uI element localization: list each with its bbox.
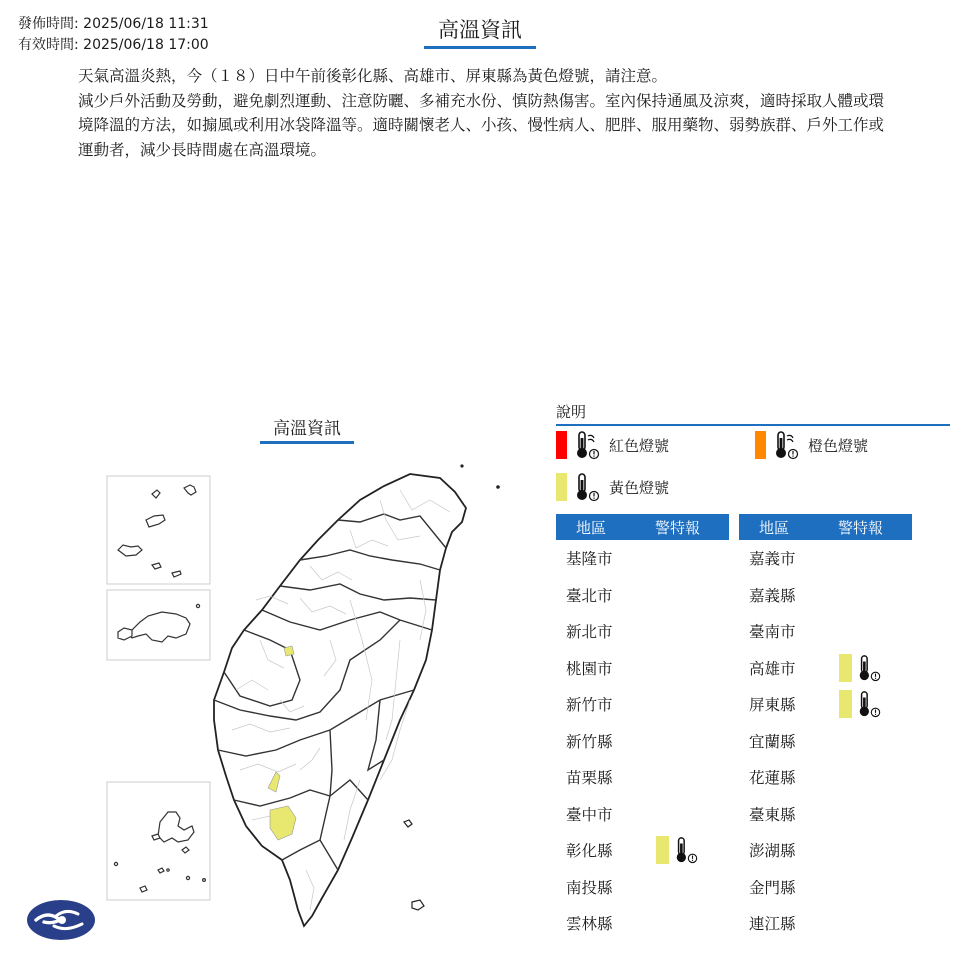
- region-name: 臺北市: [566, 586, 613, 605]
- region-name: 南投縣: [566, 878, 613, 897]
- table-row: [739, 577, 912, 614]
- thermometer-icon: [673, 836, 699, 864]
- red-swatch: [556, 431, 567, 459]
- region-name: 新北市: [566, 623, 613, 642]
- valid-time-line: [18, 35, 209, 56]
- table-row: [739, 686, 912, 723]
- col-warning: 警特報: [654, 518, 700, 537]
- region-name: 基隆市: [566, 550, 613, 569]
- region-name: 苗栗縣: [566, 769, 613, 788]
- region-name: 連江縣: [749, 915, 796, 934]
- region-name: 花蓮縣: [749, 769, 796, 788]
- region-name: 嘉義縣: [749, 586, 796, 605]
- region-name: 嘉義市: [749, 550, 796, 569]
- yellow-swatch: [656, 836, 669, 864]
- legend-label-red: 紅色燈號: [609, 436, 670, 455]
- table-row: [739, 905, 912, 942]
- legend-item-orange: [755, 430, 868, 460]
- warning-cell: [839, 690, 882, 718]
- page-title: 高溫資訊: [424, 14, 536, 49]
- table-row: [556, 869, 729, 906]
- yellow-swatch: [839, 690, 852, 718]
- table-header: [739, 514, 912, 540]
- legend-label-yellow: 黃色燈號: [609, 478, 670, 497]
- table-row: [739, 796, 912, 833]
- issue-label: 發佈時間:: [18, 16, 79, 32]
- region-name: 雲林縣: [566, 915, 613, 934]
- table-row: [556, 613, 729, 650]
- thermometer-icon: [856, 690, 882, 718]
- region-table-right: [739, 514, 912, 942]
- region-name: 臺東縣: [749, 805, 796, 824]
- kinmen-islands: [118, 604, 200, 642]
- table-row: [739, 832, 912, 869]
- region-name: 金門縣: [749, 878, 796, 897]
- table-row: [556, 540, 729, 577]
- table-row: [556, 905, 729, 942]
- thermometer-icon: [856, 654, 882, 682]
- islet: [460, 464, 463, 467]
- table-row: [556, 686, 729, 723]
- col-region: 地區: [575, 518, 606, 537]
- issue-time-line: [18, 14, 209, 35]
- issue-info: [18, 14, 209, 56]
- legend-label-orange: 橙色燈號: [808, 436, 869, 455]
- table-row: [739, 540, 912, 577]
- islet: [496, 485, 500, 489]
- green-island: [404, 820, 412, 827]
- warning-cell: [839, 654, 882, 682]
- table-row: [556, 796, 729, 833]
- penghu-inset: [107, 782, 210, 900]
- region-name: 宜蘭縣: [749, 732, 796, 751]
- col-warning: 警特報: [837, 518, 883, 537]
- table-row: [556, 723, 729, 760]
- region-name: 臺中市: [566, 805, 613, 824]
- region-name: 彰化縣: [566, 842, 613, 861]
- region-name: 新竹市: [566, 696, 613, 715]
- cwa-logo: [26, 898, 96, 942]
- legend-item-yellow: [556, 472, 669, 502]
- map-title: 高溫資訊: [260, 414, 354, 444]
- region-name: 高雄市: [749, 659, 796, 678]
- orchid-island: [412, 900, 424, 910]
- notice-line-1: 天氣高溫炎熱，今（１８）日中午前後彰化縣、高雄市、屏東縣為黃色燈號，請注意。: [78, 67, 668, 85]
- thermometer-icon: [772, 430, 800, 460]
- matsu-islands: [118, 485, 196, 577]
- table-row: [739, 650, 912, 687]
- legend-item-red: [556, 430, 669, 460]
- table-row: [556, 832, 729, 869]
- table-row: [556, 577, 729, 614]
- notice-text: [78, 64, 888, 162]
- table-row: [556, 650, 729, 687]
- notice-line-2: 減少戶外活動及勞動，避免劇烈運動、注意防曬、多補充水份、慎防熱傷害。室內保持通風及涼爽，適時採取人體或環境降溫的方法，如搧風或利用冰袋降溫等。適時關懷老人、小孩、慢性病人、肥胖、服用藥物、弱勢族群、戶外工作或運動者，減少長時間處在高溫環境。: [78, 91, 885, 159]
- valid-time: 2025/06/18 17:00: [83, 37, 209, 53]
- warning-cell: [656, 836, 699, 864]
- yellow-swatch: [839, 654, 852, 682]
- table-row: [556, 759, 729, 796]
- region-name: 臺南市: [749, 623, 796, 642]
- valid-label: 有效時間:: [18, 37, 79, 53]
- region-name: 澎湖縣: [749, 842, 796, 861]
- region-table-left: [556, 514, 729, 942]
- penghu-islands: [114, 812, 205, 892]
- table-row: [739, 869, 912, 906]
- warning-area-changhua: [284, 646, 294, 656]
- thermometer-icon: [573, 472, 601, 502]
- col-region: 地區: [758, 518, 789, 537]
- table-row: [739, 613, 912, 650]
- thermometer-icon: [573, 430, 601, 460]
- issue-time: 2025/06/18 11:31: [83, 16, 209, 32]
- region-name: 桃園市: [566, 659, 613, 678]
- legend-title: 說明: [556, 401, 950, 426]
- taiwan-map: [0, 440, 520, 940]
- region-name: 屏東縣: [749, 696, 796, 715]
- table-row: [739, 723, 912, 760]
- table-row: [739, 759, 912, 796]
- yellow-swatch: [556, 473, 567, 501]
- orange-swatch: [755, 431, 766, 459]
- region-name: 新竹縣: [566, 732, 613, 751]
- table-header: [556, 514, 729, 540]
